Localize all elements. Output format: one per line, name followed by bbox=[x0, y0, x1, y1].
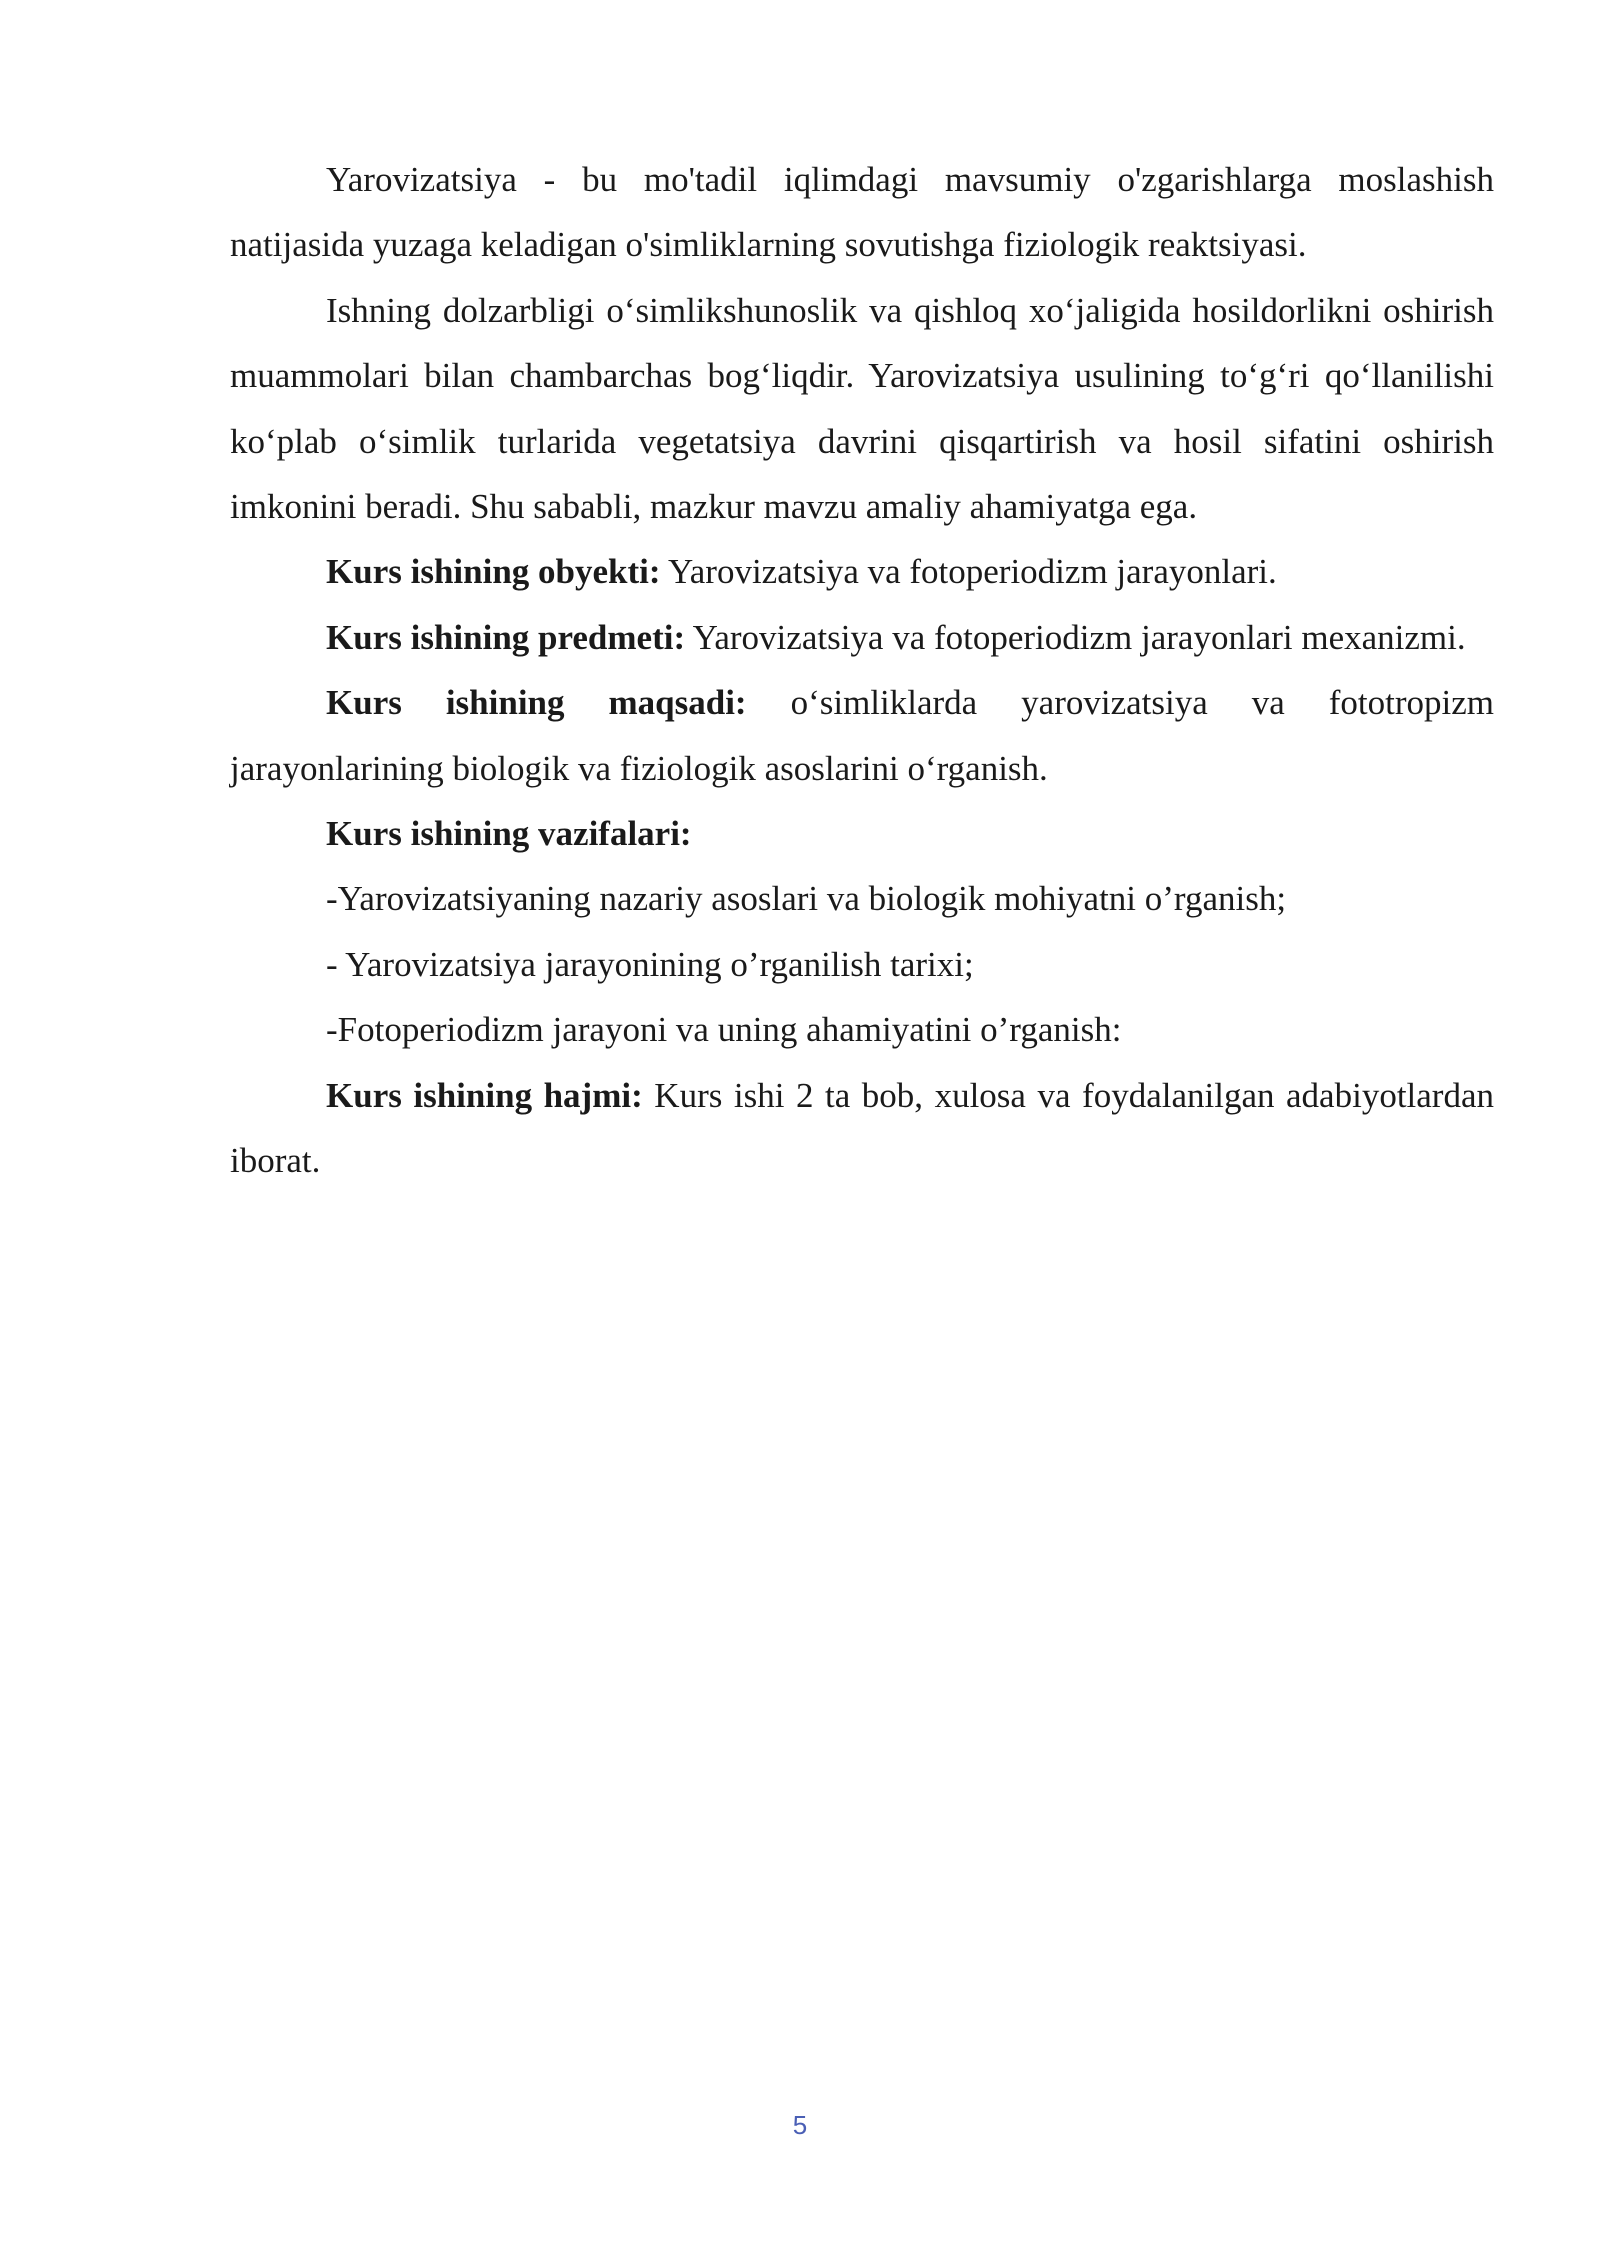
paragraph-label: Kurs ishining obyekti: bbox=[326, 552, 661, 592]
paragraph-label: Kurs ishining predmeti: bbox=[326, 617, 686, 657]
page-number: 5 bbox=[792, 2110, 808, 2140]
paragraph-object bbox=[230, 539, 1494, 604]
task-item-2 bbox=[230, 932, 1494, 997]
task-item-3 bbox=[230, 997, 1494, 1062]
paragraph-text: Kurs ishi 2 ta bob, xulosa va foydalanilgan adabiyotlardan iborat. bbox=[230, 1075, 1494, 1181]
paragraph-text: Yarovizatsiya - bu mo'tadil iqlimdagi mavsumiy o'zgarishlarga moslashish natijasida yuzaga keladigan o'simliklarning sovutishga fiziologik reaktsiyasi. bbox=[230, 160, 1494, 265]
paragraph-goal bbox=[230, 670, 1494, 801]
page-body bbox=[230, 147, 1494, 1194]
paragraph-text: o‘simliklarda yarovizatsiya va fototropizm jarayonlarining biologik va fiziologik asoslarini o‘rganish. bbox=[230, 683, 1495, 788]
paragraph-text: -Fotoperiodizm jarayoni va uning ahamiyatini o’rganish: bbox=[326, 1010, 1122, 1050]
paragraph-label: Kurs ishining vazifalari: bbox=[326, 814, 692, 854]
task-item-1 bbox=[230, 866, 1494, 931]
paragraph-volume bbox=[230, 1063, 1494, 1194]
paragraph-text: Ishning dolzarbligi o‘simlikshunoslik va qishloq xo‘jaligida hosildorlikni oshirish muammolari bilan chambarchas bog‘liqdir. Yarovizatsiya usulining to‘g‘ri qo‘llanilishi ko‘plab o‘simlik turlarida vegetatsiya davrini qisqartirish va hosil sifatini oshirish imkonini beradi. Shu sababli, mazkur mavzu amaliy ahamiyatga ega. bbox=[230, 290, 1494, 527]
paragraph-subject bbox=[230, 605, 1494, 670]
paragraph-text: Yarovizatsiya va fotoperiodizm jarayonlari. bbox=[660, 552, 1277, 592]
paragraph-text: -Yarovizatsiyaning nazariy asoslari va biologik mohiyatni o’rganish; bbox=[326, 879, 1287, 919]
paragraph-label: Kurs ishining maqsadi: bbox=[326, 683, 747, 723]
paragraph-text: Yarovizatsiya va fotoperiodizm jarayonlari mexanizmi. bbox=[685, 617, 1466, 657]
paragraph-yarovizatsiya-definition bbox=[230, 147, 1494, 278]
paragraph-relevance bbox=[230, 278, 1494, 540]
paragraph-tasks-heading bbox=[230, 801, 1494, 866]
paragraph-text: - Yarovizatsiya jarayonining o’rganilish tarixi; bbox=[326, 944, 974, 984]
paragraph-label: Kurs ishining hajmi: bbox=[326, 1075, 643, 1115]
